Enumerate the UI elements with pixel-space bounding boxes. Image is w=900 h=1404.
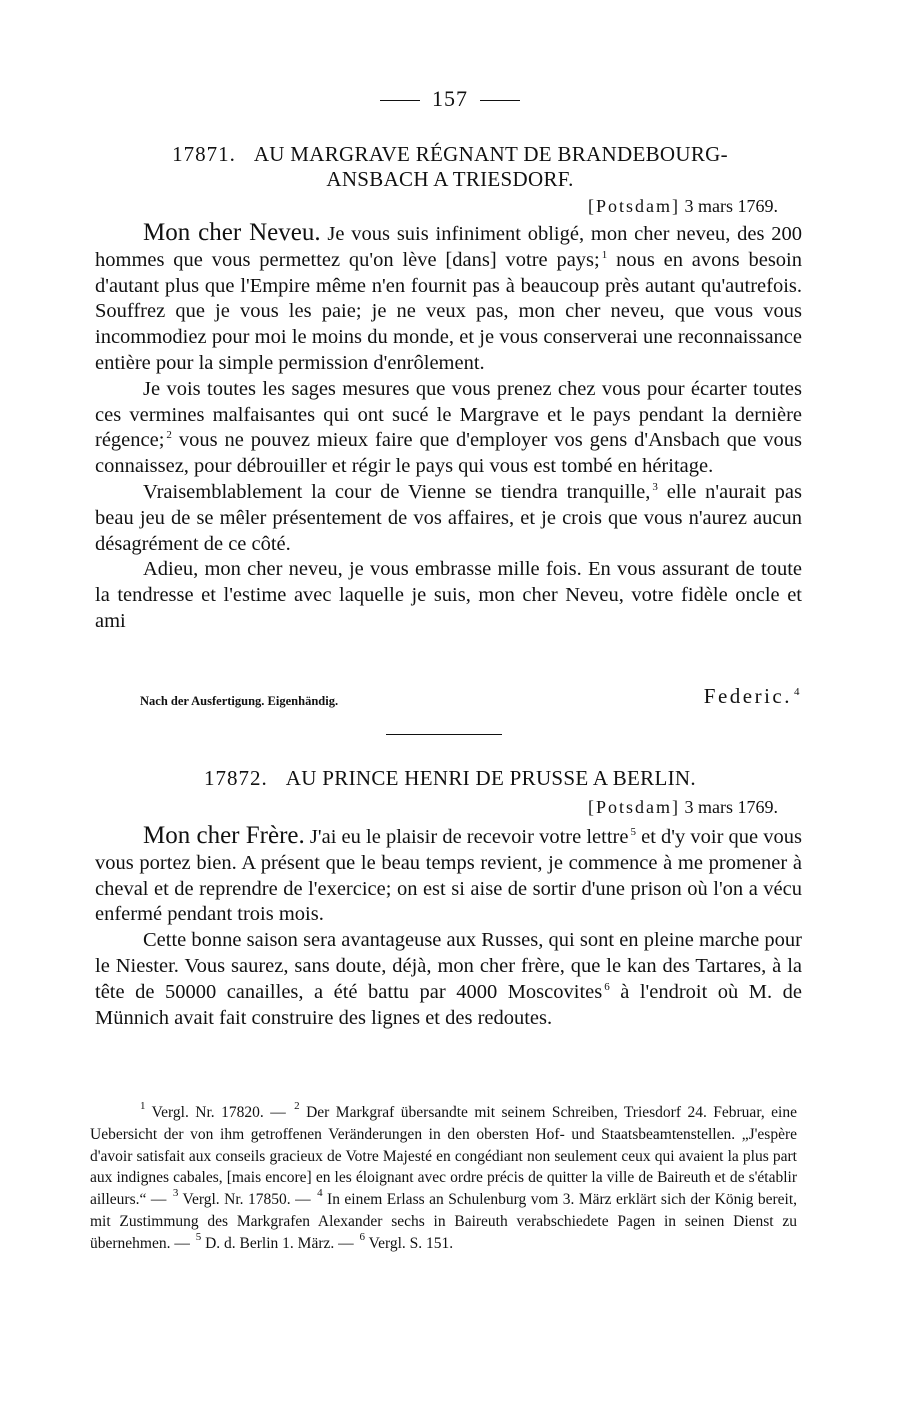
footnote-block — [90, 1102, 797, 1255]
footnote-3: Vergl. Nr. 17850. — — [178, 1191, 316, 1209]
page-number-rule-left — [380, 100, 420, 101]
footnote-ref-6: 6 — [604, 980, 610, 993]
footnote-mark-2: 2 — [294, 1100, 300, 1112]
letter-1-heading — [95, 142, 805, 192]
footnote-mark-5: 5 — [195, 1230, 202, 1243]
letter-1-signature: Federic. $^4$ — [703, 684, 802, 708]
footnote-mark-3: 3 — [172, 1187, 179, 1200]
letter-1-heading-line-2: ANSBACH A TRIESDORF. — [326, 167, 574, 191]
letter-1-body — [95, 220, 802, 635]
letter-2-paragraph-1: Mon cher Frère. J'ai eu le plaisir de recevoir votre lettre $^5$ et d'y voir que vous vous portez bien. A présent que le beau temps revient, je commence à me promener à cheval et de reprendre de l'exercice; on est si aise de sortir d'une prison où l'on a vécu enfermé pendant trois mois. — [95, 822, 802, 926]
letter-1-place: [Potsdam] — [588, 196, 680, 216]
letter-1-source-note: Nach der Ausfertigung. Eigenhändig. — [140, 694, 339, 708]
footnote-mark-6: 6 — [359, 1230, 365, 1243]
letter-2-body — [95, 823, 802, 1031]
letter-1-paragraph-3: Vraisemblablement la cour de Vienne se tiendra tranquille, $^3$ elle n'aurait pas beau jeu de se mêler présentement de vos affaires, et je crois que vous n'aurez aucun désagrément de ce côté. — [95, 480, 803, 555]
footnote-1: Vergl. Nr. 17820. — — [145, 1104, 293, 1121]
footnote-ref-4: 4 — [794, 686, 802, 698]
footnote-2: Der Markgraf übersandte mit seinem Schreiben, Triesdorf 24. Februar, eine Uebersicht der von ihm getroffenen Veränderungen in den obersten Hof- und Staatsbeamtenstellen. „J'espère d'avoir satisfait aux conseils gracieux de Votre Majesté en congédiant non seulement ceux qui avaient la plus part aux indignes cabales, [mais encore] en les éloignant avec ordre précis de quitter la ville de Baireuth et de s'établir ailleurs.“ — — [90, 1104, 797, 1209]
letter-1-paragraph-4: Adieu, mon cher neveu, je vous embrasse mille fois. En vous assurant de toute la tendresse et l'estime avec laquelle je suis, mon cher Neveu, votre fidèle oncle et ami — [95, 558, 802, 632]
letter-2-place: [Potsdam] — [588, 797, 680, 817]
letter-2-number: 17872. — [204, 766, 268, 790]
letter-1-date: 3 mars 1769. — [684, 196, 778, 216]
footnote-ref-3: 3 — [652, 480, 658, 493]
letter-1-paragraph-1: Mon cher Neveu. Je vous suis infiniment obligé, mon cher neveu, des 200 hommes que vous permettez qu'on lève [dans] votre pays; $^1$ nous en avons besoin d'autant plus que l'Empire même n'en fournit pas à beaucoup près autant qu'autrefois. Souffrez que je vous les paie; je ne veux pas, mon cher neveu, que vous vous incommodiez pour moi le moins du monde, et je vous conserverai une reconnaissance entière pour la simple permission d'enrôlement. — [95, 219, 802, 374]
page-number: 157 — [0, 86, 900, 112]
letter-1-salutation: Mon cher Neveu. — [143, 219, 321, 246]
letter-2-paragraph-2: Cette bonne saison sera avantageuse aux Russes, qui sont en pleine marche pour le Niester. Vous saurez, sans doute, déjà, mon cher frère, que le kan des Tartares, à la tête de 50000 canailles, a été battu par 4000 Moscovites $^6$ à l'endroit où M. de Münnich avait fait construire des lignes et des redoutes. — [95, 929, 803, 1029]
footnote-mark-4: 4 — [317, 1187, 323, 1200]
letter-1-heading-line-1: AU MARGRAVE RÉGNANT DE BRANDEBOURG- — [253, 142, 728, 166]
letter-1-dateline — [588, 196, 778, 217]
footnote-4: In einem Erlass an Schulenburg vom 3. März erklärt sich der König bereit, mit Zustimmung des Markgrafen Alexander sechs in Baireuth verabschiedete Pagen in seinen Dienst zu übernehmen. — — [90, 1191, 798, 1252]
letter-2-heading — [95, 766, 805, 791]
letter-1-paragraph-2: Je vois toutes les sages mesures que vous prenez chez vous pour écarter toutes ces vermines malfaisantes qui ont sucé le Margrave et le pays pendant la dernière régence; $^2$ vous ne pouvez mieux faire que d'employer vos gens d'Ansbach que vous connaissez, pour débrouiller et régir le pays qui vous est tombé en héritage. — [95, 377, 802, 478]
footnote-ref-5: 5 — [630, 826, 636, 838]
footnote-ref-2: 2 — [166, 429, 172, 442]
letter-2-date: 3 mars 1769. — [684, 797, 778, 817]
footnote-5: D. d. Berlin 1. März. — — [201, 1234, 358, 1252]
footnotes — [90, 1102, 797, 1255]
letter-1-number: 17871. — [172, 142, 236, 166]
footnote-mark-1: 1 — [140, 1100, 146, 1112]
letter-separator-rule — [386, 734, 502, 735]
page-number-rule-right — [480, 100, 520, 101]
letter-2-dateline — [588, 797, 778, 818]
footnote-6: Vergl. S. 151. — [365, 1234, 454, 1252]
footnote-ref-1: 1 — [601, 248, 608, 261]
letter-2-heading-text: AU PRINCE HENRI DE PRUSSE A BERLIN. — [285, 766, 696, 790]
letter-2-salutation: Mon cher Frère. — [143, 822, 305, 849]
